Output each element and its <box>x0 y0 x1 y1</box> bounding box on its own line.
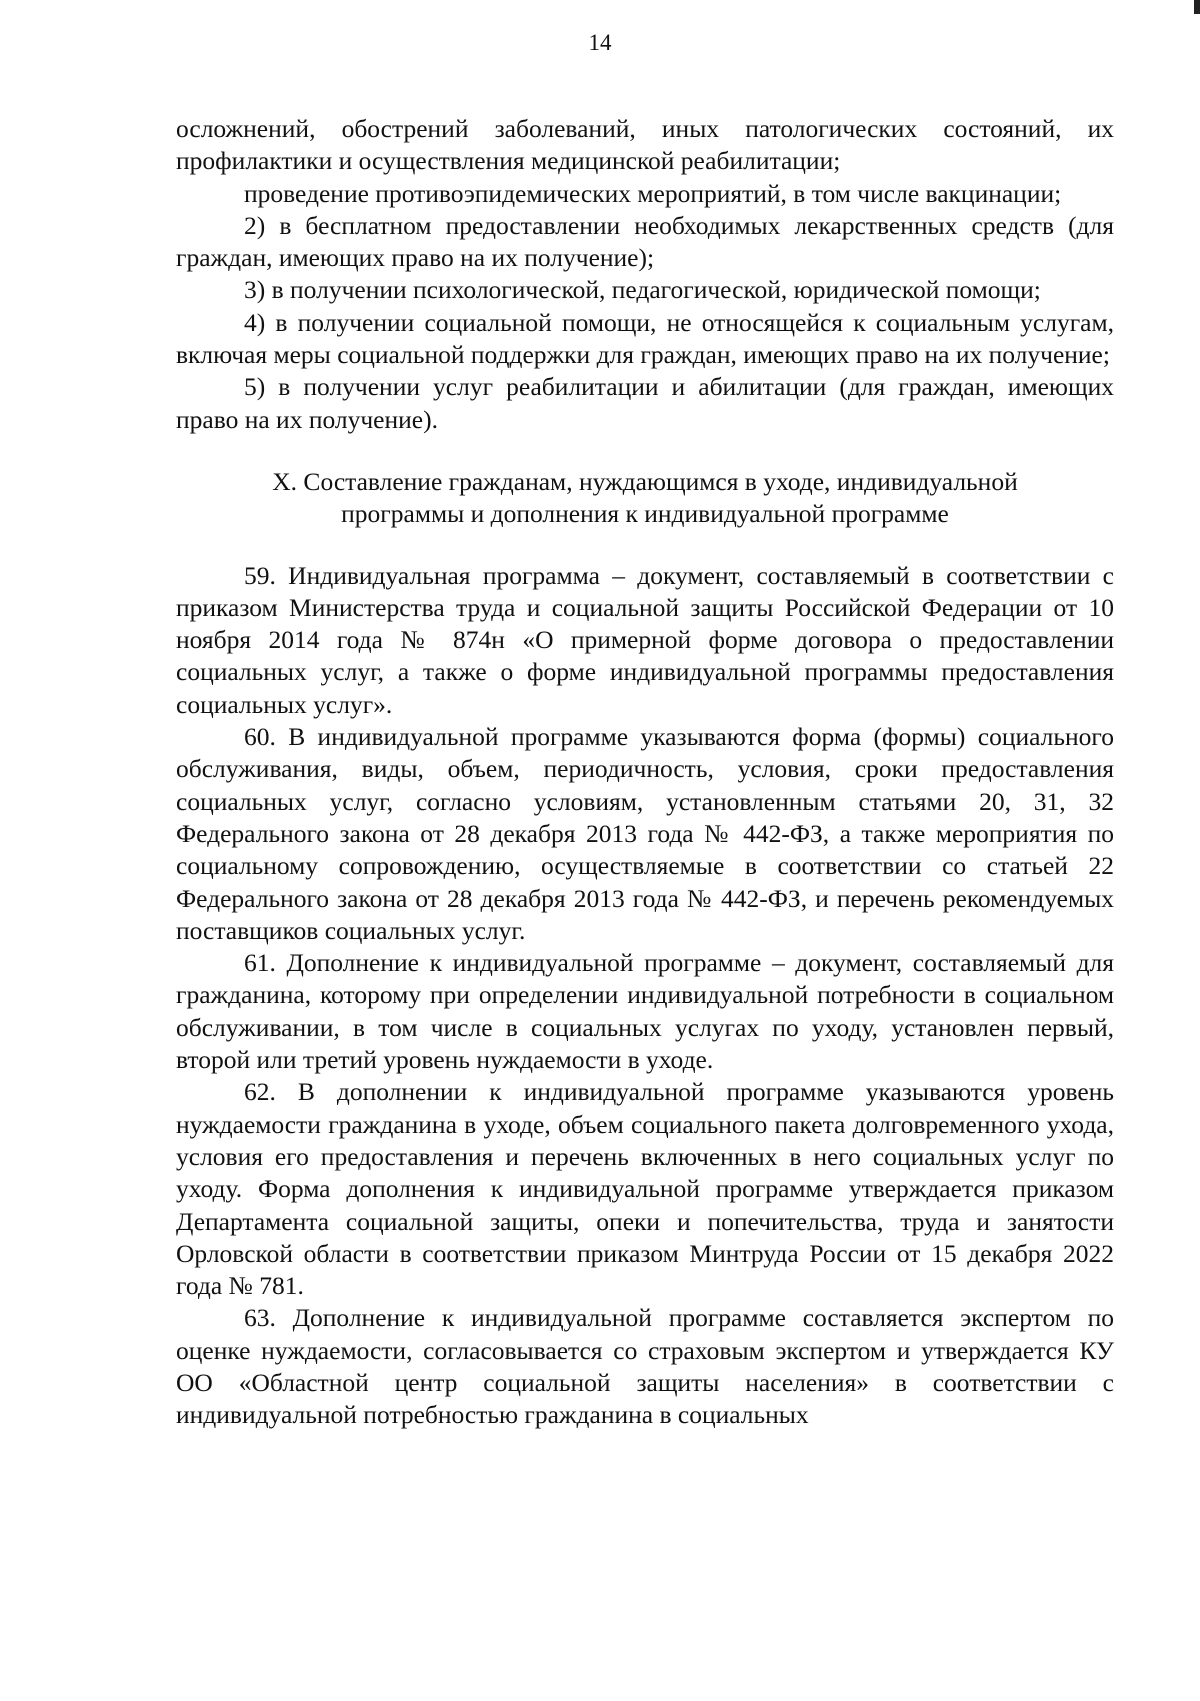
section-heading-line-2: программы и дополнения к индивидуальной программе <box>341 499 949 529</box>
paragraph-63: 63. Дополнение к индивидуальной программе составляется экспертом по оценке нуждаемости, согласовывается со страховым экспертом и утверждается КУ ОО «Областной центр социальной защиты населения» в соответствии с индивидуальной потребностью гражданина в социальных <box>176 1303 1114 1430</box>
paragraph-item-4: 4) в получении социальной помощи, не относящейся к социальным услугам, включая меры социальной поддержки для граждан, имеющих право на их получение; <box>176 307 1114 370</box>
paragraph-59: 59. Индивидуальная программа – документ, составляемый в соответствии с приказом Министерства труда и социальной защиты Российской Федерации от 10 ноября 2014 года № 874н «О примерной форме договора о предоставлении социальных услуг, а также о форме индивидуальной программы предоставления социальных услуг». <box>176 560 1114 719</box>
paragraph-62: 62. В дополнении к индивидуальной программе указываются уровень нуждаемости гражданина в уходе, объем социального пакета долговременного ухода, условия его предоставления и перечень включенных в него социальных услуг по уходу. Форма дополнения к индивидуальной программе утверждается приказом Департамента социальной защиты, опеки и попечительства, труда и занятости Орловской области в соответствии приказом Минтруда России от 15 декабря 2022 года № 781. <box>176 1077 1114 1301</box>
paragraph-item-5: 5) в получении услуг реабилитации и абилитации (для граждан, имеющих право на их получение). <box>176 372 1114 434</box>
page-number: 14 <box>588 30 612 55</box>
paragraph-61: 61. Дополнение к индивидуальной программе – документ, составляемый для гражданина, которому при определении индивидуальной потребности в социальном обслуживании, в том числе в социальных услугах по уходу, установлен первый, второй или третий уровень нуждаемости в уходе. <box>176 948 1114 1075</box>
document-body <box>176 113 1114 1432</box>
paragraph-item-2: 2) в бесплатном предоставлении необходимых лекарственных средств (для граждан, имеющих право на их получение); <box>176 210 1114 273</box>
section-heading-line-1: X. Составление гражданам, нуждающимся в уходе, индивидуальной <box>272 466 1018 496</box>
scan-edge-mark <box>1194 0 1200 14</box>
paragraph-item-3: 3) в получении психологической, педагогической, юридической помощи; <box>244 275 1041 305</box>
paragraph-vaccination: проведение противоэпидемических мероприятий, в том числе вакцинации; <box>244 178 1062 208</box>
section-heading <box>176 466 1114 531</box>
paragraph-continuation: осложнений, обострений заболеваний, иных патологических состояний, их профилактики и осуществления медицинской реабилитации; <box>176 114 1114 176</box>
paragraph-60: 60. В индивидуальной программе указываются форма (формы) социального обслуживания, виды, объем, периодичность, условия, сроки предоставления социальных услуг, согласно условиям, установленным статьями 20, 31, 32 Федерального закона от 28 декабря 2013 года № 442-ФЗ, а также мероприятия по социальному сопровождению, осуществляемые в соответствии со статьей 22 Федерального закона от 28 декабря 2013 года № 442-ФЗ, и перечень рекомендуемых поставщиков социальных услуг. <box>176 722 1114 945</box>
